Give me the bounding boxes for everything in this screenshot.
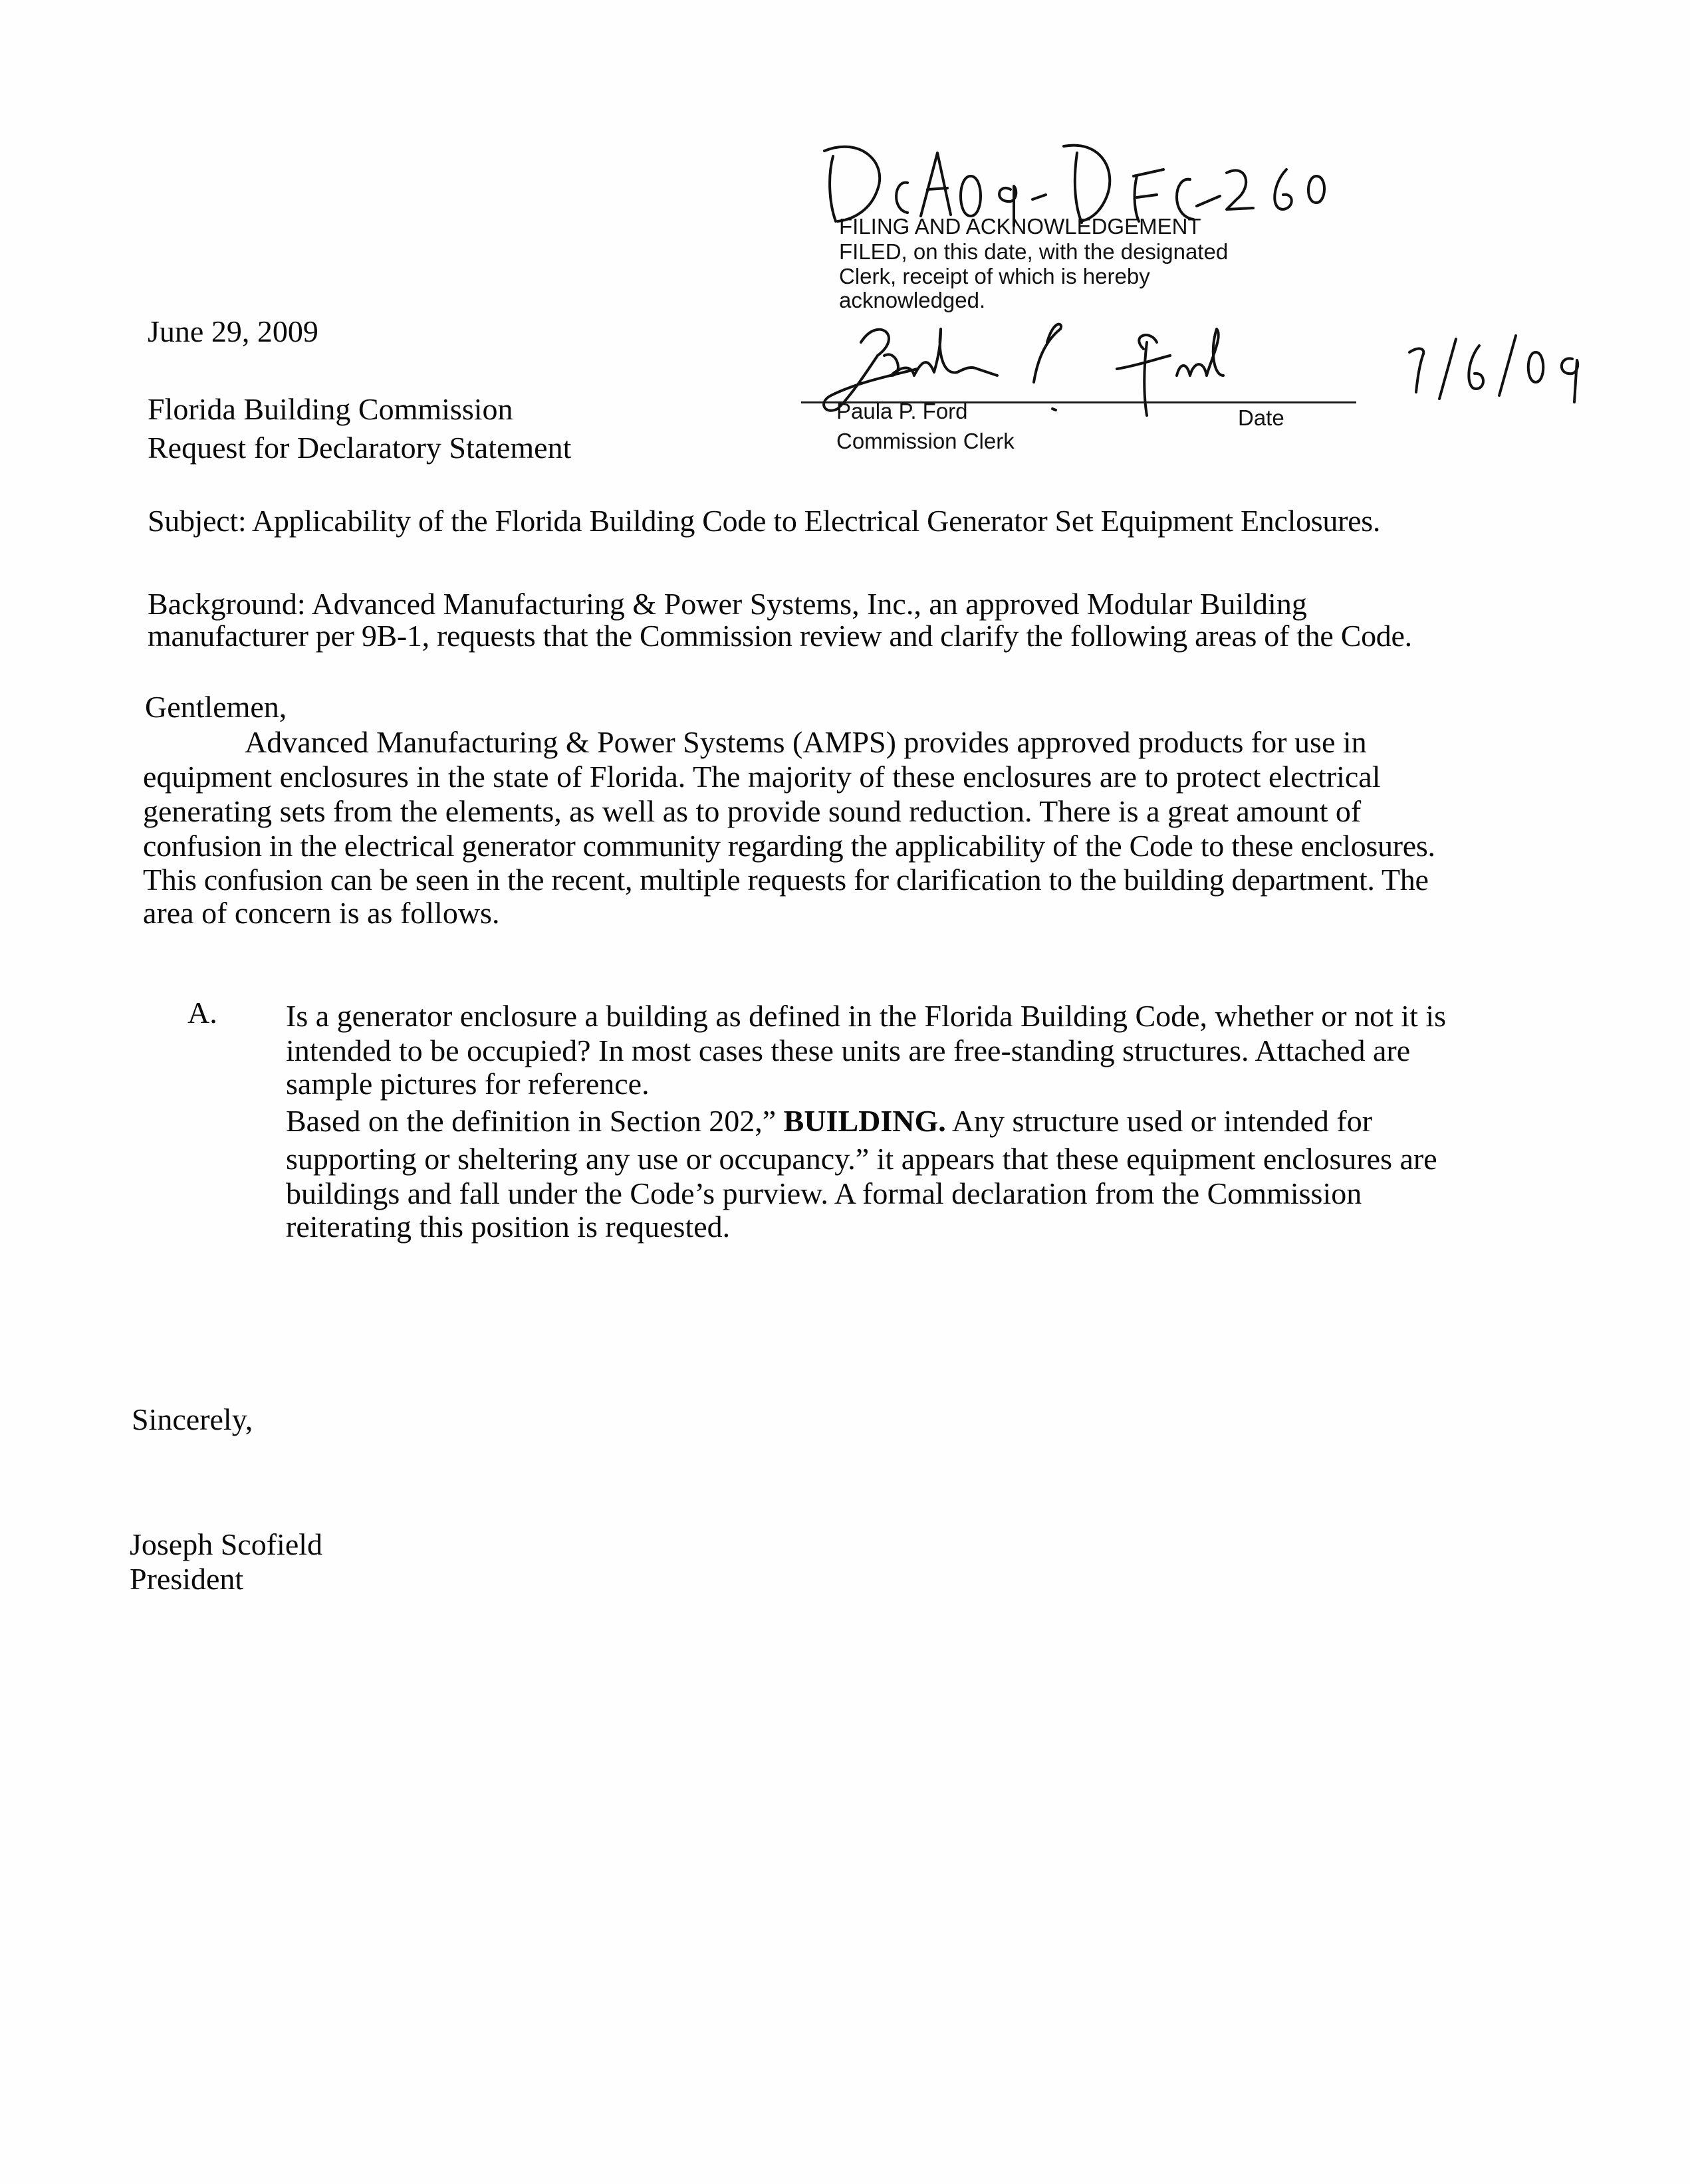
body-line: This confusion can be seen in the recent, multiple requests for clarification to the building department. The: [143, 863, 1429, 897]
item-line: intended to be occupied? In most cases these units are free-standing structures. Attached are: [286, 1034, 1411, 1067]
definition-term: BUILDING.: [783, 1104, 946, 1138]
stamp-date-label: Date: [1238, 405, 1284, 430]
subject-line: Subject: Applicability of the Florida Building Code to Electrical Generator Set Equipment Enclosures.: [148, 504, 1381, 538]
stamp-heading: FILING AND ACKNOWLEDGEMENT: [839, 214, 1201, 239]
item-line: sample pictures for reference.: [286, 1067, 650, 1101]
closing: Sincerely,: [132, 1402, 253, 1436]
handwritten-date-icon: [1403, 326, 1609, 412]
definition-prefix: Based on the definition in Section 202,”: [286, 1104, 784, 1138]
item-line: Is a generator enclosure a building as defined in the Florida Building Code, whether or not it is: [286, 999, 1447, 1033]
stamp-receipt-line: Clerk, receipt of which is hereby: [839, 264, 1150, 288]
handwritten-date: [1403, 326, 1609, 415]
body-line: equipment enclosures in the state of Florida. The majority of these enclosures are to protect electrical: [143, 760, 1381, 794]
definition-line: reiterating this position is requested.: [286, 1210, 731, 1244]
item-marker: A.: [187, 996, 217, 1030]
background-line-1: Background: Advanced Manufacturing & Power Systems, Inc., an approved Modular Building: [148, 587, 1307, 621]
sender-title: President: [130, 1562, 244, 1596]
body-line: confusion in the electrical generator community regarding the applicability of the Code to these enclosures.: [143, 829, 1435, 863]
body-line: area of concern is as follows.: [143, 896, 500, 930]
definition-line: supporting or sheltering any use or occupancy.” it appears that these equipment enclosures are: [286, 1142, 1437, 1176]
recipient-line-1: Florida Building Commission: [148, 392, 513, 426]
stamp-filed-line: FILED, on this date, with the designated: [839, 239, 1229, 264]
stamp-acknowledged-line: acknowledged.: [839, 288, 986, 312]
letter-date: June 29, 2009: [148, 314, 318, 348]
background-line-2: manufacturer per 9B-1, requests that the Commission review and clarify the following areas of the Code.: [148, 619, 1412, 653]
body-line: generating sets from the elements, as well as to provide sound reduction. There is a great amount of: [143, 794, 1362, 828]
sender-name: Joseph Scofield: [130, 1527, 323, 1561]
stamp-signer-name: Paula P. Ford: [836, 399, 968, 423]
stamp-signer-title: Commission Clerk: [836, 429, 1015, 453]
definition-line: buildings and fall under the Code’s purview. A formal declaration from the Commission: [286, 1176, 1362, 1210]
recipient-line-2: Request for Declaratory Statement: [148, 431, 572, 465]
definition-suffix: Any structure used or intended for: [945, 1104, 1373, 1138]
salutation: Gentlemen,: [145, 690, 287, 724]
body-line: Advanced Manufacturing & Power Systems (AMPS) provides approved products for use in: [245, 725, 1367, 759]
definition-line: [286, 1105, 1372, 1137]
